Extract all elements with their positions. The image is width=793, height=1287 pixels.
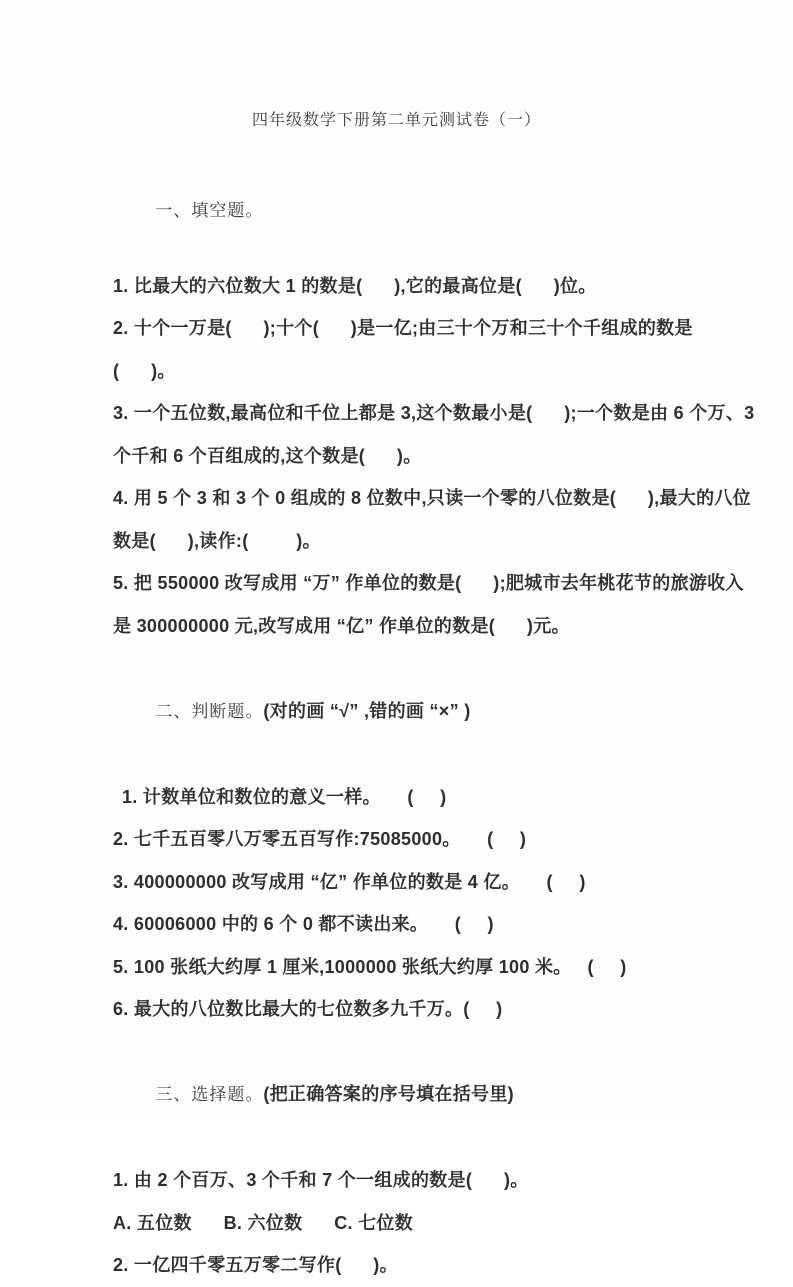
fill-in-question-2-line-1: 2. 十个一万是( );十个( )是一亿;由三十个万和三十个千组成的数是 [113, 318, 693, 338]
fill-in-question-3-line-1: 3. 一个五位数,最高位和千位上都是 3,这个数最小是( );一个数是由 6 个万、3 [113, 403, 755, 423]
true-false-question-4: 4. 60006000 中的 6 个 0 都不读出来。 ( ) [113, 914, 494, 934]
fill-in-question-5-line-1: 5. 把 550000 改写成用 “万” 作单位的数是( );肥城市去年桃花节的旅游收入 [113, 573, 744, 593]
true-false-question-5: 5. 100 张纸大约厚 1 厘米,1000000 张纸大约厚 100 米。 ( ) [113, 956, 627, 977]
fill-in-question-3-line-2: 个千和 6 个百组成的,这个数是( )。 [113, 445, 422, 466]
section-heading-multiple-choice [113, 1031, 793, 1160]
true-false-question-1: 1. 计数单位和数位的意义一样。 ( ) [122, 786, 447, 807]
fill-in-question-2-line-2: ( )。 [113, 360, 176, 381]
fill-in-question-5-line-2: 是 300000000 元,改写成用 “亿” 作单位的数是( )元。 [113, 615, 570, 636]
section-heading-note: (对的画 “√” ,错的画 “×” ) [263, 700, 471, 721]
section-heading-label: 一、填空题。 [155, 200, 264, 220]
document-title: 四年级数学下册第二单元测试卷（一） [251, 112, 541, 129]
fill-in-question-4-line-1: 4. 用 5 个 3 和 3 个 0 组成的 8 位数中,只读一个零的八位数是( ),最大的八位 [113, 488, 751, 508]
true-false-question-3: 3. 400000000 改写成用 “亿” 作单位的数是 4 亿。 ( ) [113, 871, 586, 892]
section-heading-note: (把正确答案的序号填在括号里) [263, 1084, 514, 1104]
true-false-question-6: 6. 最大的八位数比最大的七位数多九千万。( ) [113, 999, 503, 1019]
choice-question-1: 1. 由 2 个百万、3 个千和 7 个一组成的数是( )。 [113, 1170, 529, 1190]
choice-question-1-options: A. 五位数 B. 六位数 C. 七位数 [113, 1212, 414, 1233]
section-heading-fill-in [113, 146, 793, 275]
choice-question-2: 2. 一亿四千零五万零二写作( )。 [113, 1255, 398, 1275]
section-heading-label: 二、判断题。 [155, 701, 264, 721]
fill-in-question-4-line-2: 数是( ),读作:( )。 [113, 530, 321, 551]
section-heading-label: 三、选择题。 [155, 1085, 264, 1104]
section-heading-true-false [113, 647, 793, 776]
true-false-question-2: 2. 七千五百零八万零五百写作:75085000。 ( ) [113, 829, 527, 849]
fill-in-question-1: 1. 比最大的六位数大 1 的数是( ),它的最高位是( )位。 [113, 275, 597, 296]
document-body [113, 146, 793, 1287]
